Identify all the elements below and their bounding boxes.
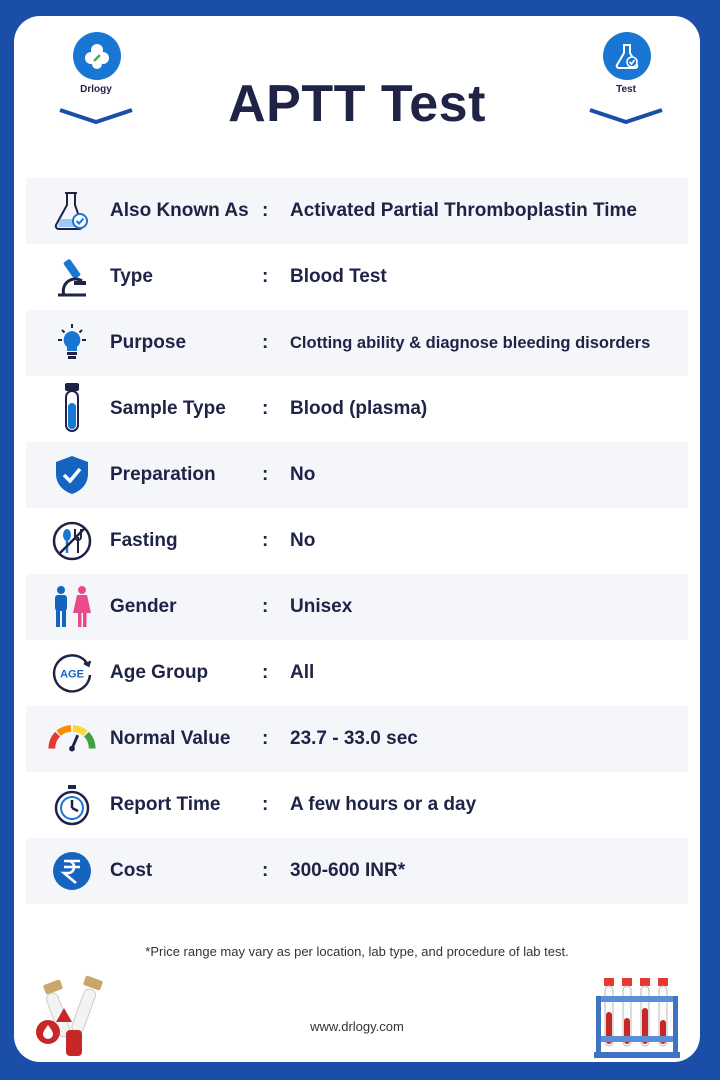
row-label: Report Time [110, 794, 221, 815]
row-value: Blood (plasma) [290, 398, 428, 419]
table-row [26, 310, 688, 376]
row-colon: : [262, 728, 269, 749]
lightbulb-icon [48, 319, 96, 367]
row-label: Normal Value [110, 728, 231, 749]
svg-text:AGE: AGE [60, 668, 84, 681]
row-value: Unisex [290, 596, 353, 617]
row-colon: : [262, 398, 269, 419]
row-label: Age Group [110, 662, 209, 683]
row-label: Sample Type [110, 398, 226, 419]
fasting-icon [48, 517, 96, 565]
table-row [26, 838, 688, 904]
drlogy-logo-icon [73, 32, 121, 80]
row-colon: : [262, 596, 269, 617]
flask-check-icon [48, 187, 96, 235]
row-label: Preparation [110, 464, 216, 485]
row-value: Clotting ability & diagnose bleeding disorders [290, 333, 651, 352]
flask-badge-icon [603, 32, 651, 80]
stopwatch-icon [48, 781, 96, 829]
row-colon: : [262, 530, 269, 551]
page-title: APTT Test [228, 75, 486, 133]
info-table [26, 178, 688, 904]
test-tube-icon [48, 385, 96, 433]
row-value: Blood Test [290, 266, 387, 287]
table-row [26, 376, 688, 442]
row-value: No [290, 530, 316, 551]
table-row [26, 706, 688, 772]
row-colon: : [262, 332, 269, 353]
website-url: www.drlogy.com [310, 1019, 404, 1034]
gender-icon [48, 583, 96, 631]
row-label: Cost [110, 860, 153, 881]
row-value: 23.7 - 33.0 sec [290, 728, 418, 749]
drlogy-badge-label: Drlogy [80, 84, 112, 95]
microscope-icon [48, 253, 96, 301]
row-label: Gender [110, 596, 177, 617]
row-label: Purpose [110, 332, 187, 353]
shield-check-icon [48, 451, 96, 499]
row-value: Activated Partial Thromboplastin Time [290, 200, 638, 221]
row-value: No [290, 464, 316, 485]
row-label: Type [110, 266, 153, 287]
rupee-icon [48, 847, 96, 895]
row-colon: : [262, 662, 269, 683]
row-colon: : [262, 860, 269, 881]
row-colon: : [262, 794, 269, 815]
table-row [26, 772, 688, 838]
price-footnote: *Price range may vary as per location, lab type, and procedure of lab test. [145, 944, 569, 959]
row-label: Fasting [110, 530, 178, 551]
row-value: 300-600 INR* [290, 860, 406, 881]
row-colon: : [262, 200, 269, 221]
row-colon: : [262, 464, 269, 485]
age-icon [48, 649, 96, 697]
sample-vials-icon [26, 974, 122, 1060]
table-row [26, 508, 688, 574]
test-badge-label: Test [616, 84, 636, 95]
gauge-icon [48, 715, 96, 763]
row-label: Also Known As [110, 200, 249, 221]
row-value: A few hours or a day [290, 794, 477, 815]
tube-rack-icon [590, 974, 686, 1060]
row-colon: : [262, 266, 269, 287]
table-row [26, 244, 688, 310]
row-value: All [290, 662, 315, 683]
info-card [14, 16, 700, 1062]
table-row [26, 574, 688, 640]
table-row [26, 442, 688, 508]
table-row [26, 178, 688, 244]
table-row [26, 640, 688, 706]
